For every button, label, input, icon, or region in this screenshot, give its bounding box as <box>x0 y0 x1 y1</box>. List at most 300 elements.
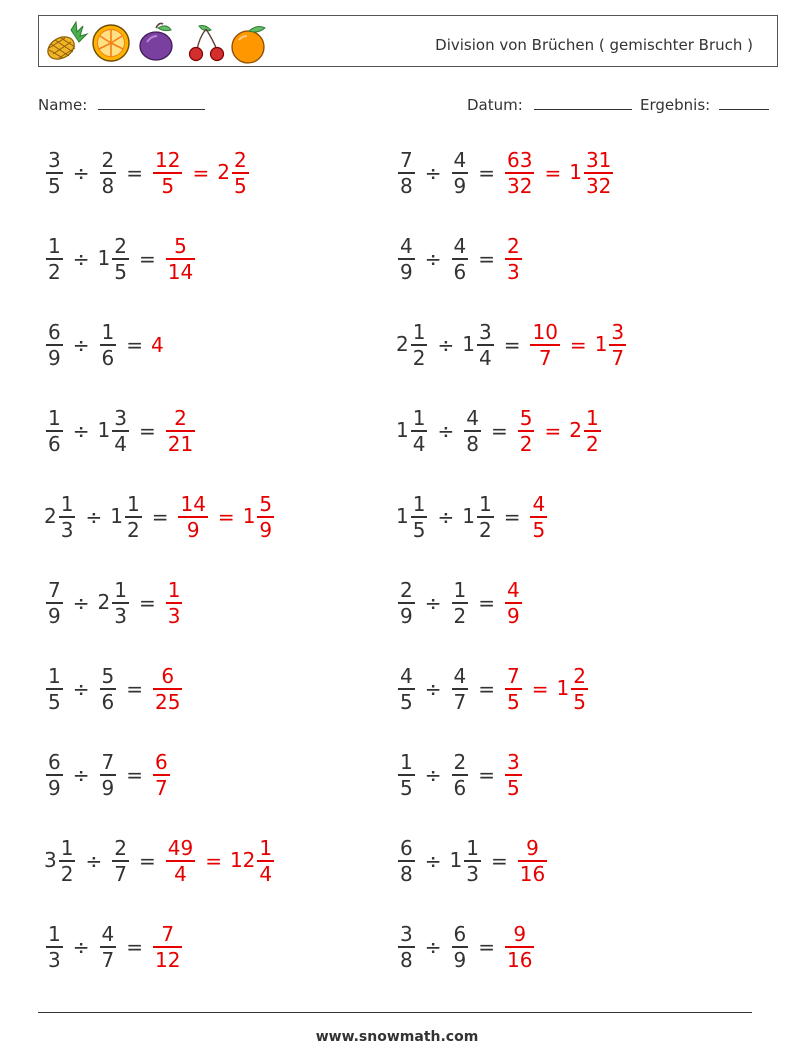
name-label: Name: <box>38 96 88 114</box>
equals-sign: = <box>503 333 521 357</box>
numerator: 2 <box>507 234 520 259</box>
denominator: 5 <box>48 173 61 198</box>
divisor-number <box>98 664 119 714</box>
answer-number <box>151 333 164 357</box>
denominator: 5 <box>412 517 426 542</box>
equals-sign: = <box>478 591 495 615</box>
denominator: 2 <box>48 259 61 284</box>
fraction <box>112 836 129 886</box>
answer-number <box>503 148 536 198</box>
denominator: 3 <box>507 259 520 284</box>
numerator: 2 <box>573 664 586 689</box>
whole-part: 12 <box>229 847 256 872</box>
denominator: 4 <box>478 345 492 370</box>
numerator: 7 <box>161 922 175 947</box>
fraction <box>153 922 182 972</box>
denominator: 16 <box>519 861 546 886</box>
denominator: 9 <box>400 259 413 284</box>
fraction <box>505 148 534 198</box>
denominator: 5 <box>400 689 413 714</box>
whole-part: 3 <box>44 847 57 872</box>
answer-number <box>151 922 184 972</box>
denominator: 4 <box>412 431 426 456</box>
numerator: 5 <box>259 492 273 517</box>
equals-sign: = <box>569 333 587 357</box>
whole-part: 2 <box>97 589 111 614</box>
numerator: 5 <box>519 406 533 431</box>
denominator: 9 <box>259 517 273 542</box>
divisor-number <box>110 492 143 542</box>
fraction <box>100 664 117 714</box>
problem-item <box>396 745 524 805</box>
fraction <box>505 750 522 800</box>
equals-sign: = <box>192 161 210 185</box>
denominator: 5 <box>114 259 127 284</box>
equals-sign: = <box>126 677 143 701</box>
divisor-number <box>98 320 119 370</box>
numerator: 2 <box>453 750 467 775</box>
dividend-number <box>396 836 417 886</box>
fraction <box>505 664 522 714</box>
whole-part: 1 <box>462 331 475 356</box>
denominator: 8 <box>400 861 413 886</box>
divisor-number <box>98 234 131 284</box>
numerator: 6 <box>161 664 175 689</box>
numerator: 3 <box>114 406 127 431</box>
numerator: 4 <box>532 492 546 517</box>
divide-sign: ÷ <box>72 161 90 185</box>
fraction <box>46 750 63 800</box>
numerator: 3 <box>48 148 61 173</box>
answer-number <box>569 406 602 456</box>
fraction <box>166 234 195 284</box>
numerator: 5 <box>174 234 187 259</box>
equals-sign: = <box>138 849 156 873</box>
numerator: 4 <box>507 578 520 603</box>
divisor-number <box>450 234 471 284</box>
numerator: 1 <box>478 492 492 517</box>
numerator: 6 <box>155 750 168 775</box>
divide-sign: ÷ <box>437 505 455 529</box>
denominator: 16 <box>507 947 533 972</box>
divide-sign: ÷ <box>424 591 442 615</box>
equals-sign: = <box>503 505 521 529</box>
numerator: 5 <box>101 664 115 689</box>
dividend-number <box>396 664 417 714</box>
fraction <box>59 836 76 886</box>
denominator: 4 <box>259 861 273 886</box>
answer-number <box>164 578 185 628</box>
denominator: 9 <box>186 517 200 542</box>
whole-part: 2 <box>44 503 57 528</box>
answer-number <box>151 750 172 800</box>
fraction <box>46 148 63 198</box>
fraction <box>477 492 494 542</box>
whole-part: 1 <box>462 503 475 528</box>
divide-sign: ÷ <box>424 935 442 959</box>
problem-item <box>44 401 197 461</box>
date-label: Datum: <box>467 96 523 114</box>
denominator: 6 <box>453 775 467 800</box>
whole-part: 4 <box>151 333 164 357</box>
numerator: 1 <box>453 578 467 603</box>
denominator: 7 <box>538 345 552 370</box>
fraction <box>100 922 117 972</box>
answer-number <box>595 320 628 370</box>
fraction <box>398 922 415 972</box>
whole-part: 1 <box>110 503 123 528</box>
problem-item <box>396 831 549 891</box>
problem-item <box>44 831 276 891</box>
divisor-number <box>98 148 119 198</box>
answer-number <box>528 320 561 370</box>
dividend-number <box>396 922 417 972</box>
denominator: 7 <box>114 861 127 886</box>
dividend-number <box>44 922 65 972</box>
denominator: 9 <box>400 603 413 628</box>
equals-sign: = <box>151 505 169 529</box>
numerator: 1 <box>101 320 115 345</box>
fraction <box>257 492 274 542</box>
name-blank <box>98 94 205 110</box>
denominator: 6 <box>48 431 61 456</box>
denominator: 7 <box>155 775 168 800</box>
cherries-icon <box>190 26 224 61</box>
equals-sign: = <box>138 247 156 271</box>
divisor-number <box>450 578 471 628</box>
problem-item <box>44 487 276 547</box>
divide-sign: ÷ <box>72 247 90 271</box>
numerator: 3 <box>507 750 520 775</box>
dividend-number <box>44 492 77 542</box>
fraction <box>100 148 117 198</box>
answer-number <box>516 406 537 456</box>
problem-item <box>396 143 615 203</box>
denominator: 3 <box>60 517 74 542</box>
equals-sign: = <box>544 419 562 443</box>
fraction <box>505 922 534 972</box>
divisor-number <box>98 406 131 456</box>
denominator: 32 <box>507 173 533 198</box>
denominator: 8 <box>400 947 413 972</box>
dividend-number <box>44 578 65 628</box>
numerator: 1 <box>60 492 74 517</box>
numerator: 1 <box>400 750 413 775</box>
orange-icon <box>232 27 265 63</box>
dividend-number <box>44 664 65 714</box>
answer-number <box>151 148 184 198</box>
fraction <box>398 148 415 198</box>
answer-number <box>176 492 209 542</box>
numerator: 1 <box>48 406 61 431</box>
dividend-number <box>396 492 429 542</box>
fraction <box>398 750 415 800</box>
numerator: 7 <box>101 750 115 775</box>
numerator: 1 <box>167 578 181 603</box>
divide-sign: ÷ <box>72 677 90 701</box>
plum-icon <box>140 24 172 61</box>
whole-part: 1 <box>242 503 256 528</box>
fraction <box>411 406 428 456</box>
denominator: 9 <box>101 775 115 800</box>
numerator: 1 <box>60 836 74 861</box>
fraction <box>452 148 469 198</box>
denominator: 5 <box>507 689 520 714</box>
divide-sign: ÷ <box>424 677 442 701</box>
denominator: 6 <box>101 345 115 370</box>
problem-item <box>396 315 628 375</box>
numerator: 6 <box>400 836 413 861</box>
answer-number <box>503 234 524 284</box>
numerator: 1 <box>466 836 479 861</box>
numerator: 1 <box>412 406 426 431</box>
divisor-number <box>98 922 119 972</box>
problem-item <box>396 573 524 633</box>
fraction <box>530 320 559 370</box>
problem-item <box>44 917 184 977</box>
divisor-number <box>98 578 131 628</box>
fraction <box>584 406 601 456</box>
numerator: 14 <box>180 492 206 517</box>
fraction <box>398 836 415 886</box>
denominator: 7 <box>101 947 115 972</box>
equals-sign: = <box>490 419 508 443</box>
whole-part: 1 <box>569 159 582 184</box>
numerator: 1 <box>48 234 61 259</box>
worksheet-title: Division von Brüchen ( gemischter Bruch ) <box>435 36 753 54</box>
numerator: 3 <box>478 320 492 345</box>
answer-number <box>164 406 197 456</box>
footer-url: www.snowmath.com <box>315 1029 479 1045</box>
dividend-number <box>44 406 65 456</box>
footer-divider <box>38 1012 752 1013</box>
equals-sign: = <box>126 763 143 787</box>
numerator: 1 <box>412 492 426 517</box>
fraction <box>166 836 195 886</box>
date-blank <box>534 94 632 110</box>
divide-sign: ÷ <box>85 849 103 873</box>
fraction <box>153 750 170 800</box>
equals-sign: = <box>217 505 235 529</box>
equals-sign: = <box>138 591 156 615</box>
denominator: 2 <box>519 431 533 456</box>
fraction <box>571 664 588 714</box>
fraction <box>166 578 183 628</box>
fraction <box>477 320 494 370</box>
divisor-number <box>98 750 119 800</box>
dividend-number <box>396 406 429 456</box>
denominator: 5 <box>573 689 586 714</box>
equals-sign: = <box>544 161 562 185</box>
numerator: 1 <box>126 492 140 517</box>
denominator: 9 <box>507 603 520 628</box>
numerator: 2 <box>233 148 247 173</box>
answer-number <box>569 148 615 198</box>
whole-part: 2 <box>217 159 230 184</box>
fraction <box>257 836 274 886</box>
denominator: 9 <box>48 775 61 800</box>
divisor-number <box>110 836 131 886</box>
fraction <box>452 234 469 284</box>
numerator: 1 <box>48 922 61 947</box>
fraction <box>59 492 76 542</box>
fraction <box>464 406 481 456</box>
dividend-number <box>396 750 417 800</box>
fraction <box>125 492 142 542</box>
fraction <box>166 406 195 456</box>
fraction <box>178 492 207 542</box>
problem-item <box>396 401 603 461</box>
denominator: 3 <box>48 947 61 972</box>
denominator: 5 <box>532 517 546 542</box>
answer-number <box>164 836 197 886</box>
whole-part: 1 <box>594 331 608 356</box>
fraction <box>398 664 415 714</box>
numerator: 4 <box>400 234 413 259</box>
denominator: 7 <box>611 345 625 370</box>
divisor-number <box>450 148 471 198</box>
denominator: 2 <box>453 603 467 628</box>
numerator: 6 <box>48 750 61 775</box>
denominator: 3 <box>466 861 479 886</box>
whole-part: 1 <box>396 503 409 528</box>
fraction <box>112 578 129 628</box>
problem-item <box>44 229 197 289</box>
divide-sign: ÷ <box>437 419 455 443</box>
denominator: 8 <box>400 173 413 198</box>
dividend-number <box>396 578 417 628</box>
divide-sign: ÷ <box>85 505 103 529</box>
numerator: 1 <box>259 836 273 861</box>
answer-number <box>151 664 184 714</box>
problem-item <box>44 659 184 719</box>
denominator: 32 <box>585 173 612 198</box>
divisor-number <box>462 320 495 370</box>
numerator: 3 <box>400 922 413 947</box>
equals-sign: = <box>205 849 222 873</box>
denominator: 4 <box>114 431 127 456</box>
fraction <box>232 148 249 198</box>
denominator: 8 <box>466 431 479 456</box>
result-blank <box>719 94 769 110</box>
problem-item <box>396 917 536 977</box>
whole-part: 2 <box>569 417 582 442</box>
numerator: 7 <box>507 664 520 689</box>
divide-sign: ÷ <box>72 333 90 357</box>
numerator: 2 <box>114 234 127 259</box>
worksheet-header <box>38 15 778 67</box>
fraction <box>153 664 182 714</box>
result-field <box>640 94 769 114</box>
answer-number <box>503 750 524 800</box>
dividend-number <box>44 234 65 284</box>
divide-sign: ÷ <box>437 333 455 357</box>
result-label: Ergebnis: <box>640 96 711 114</box>
dividend-number <box>396 234 417 284</box>
fraction <box>452 922 469 972</box>
answer-number <box>164 234 197 284</box>
denominator: 9 <box>48 345 61 370</box>
denominator: 9 <box>453 947 467 972</box>
fraction <box>46 234 63 284</box>
fraction <box>46 578 63 628</box>
fraction <box>398 578 415 628</box>
answer-number <box>557 664 590 714</box>
dividend-number <box>396 320 429 370</box>
numerator: 1 <box>114 578 127 603</box>
numerator: 6 <box>48 320 61 345</box>
fraction <box>609 320 626 370</box>
denominator: 2 <box>412 345 426 370</box>
fraction <box>518 836 547 886</box>
divide-sign: ÷ <box>424 763 442 787</box>
name-field <box>38 94 205 114</box>
denominator: 6 <box>101 689 115 714</box>
numerator: 4 <box>453 148 467 173</box>
problem-item <box>44 315 164 375</box>
denominator: 7 <box>453 689 467 714</box>
fraction <box>452 750 469 800</box>
divisor-number <box>450 922 471 972</box>
equals-sign: = <box>478 935 495 959</box>
numerator: 63 <box>507 148 533 173</box>
fraction <box>100 320 117 370</box>
divide-sign: ÷ <box>72 763 90 787</box>
divide-sign: ÷ <box>424 161 442 185</box>
answer-number <box>243 492 276 542</box>
divisor-number <box>450 750 471 800</box>
equals-sign: = <box>126 935 143 959</box>
denominator: 3 <box>167 603 181 628</box>
fraction <box>100 750 117 800</box>
divide-sign: ÷ <box>424 247 442 271</box>
dividend-number <box>44 148 65 198</box>
divide-sign: ÷ <box>72 419 90 443</box>
equals-sign: = <box>126 161 143 185</box>
pineapple-icon <box>44 22 87 64</box>
divisor-number <box>462 406 483 456</box>
denominator: 2 <box>478 517 492 542</box>
answer-number <box>516 836 549 886</box>
problem-item <box>396 487 549 547</box>
divide-sign: ÷ <box>72 935 90 959</box>
denominator: 2 <box>585 431 599 456</box>
fraction <box>411 492 428 542</box>
denominator: 5 <box>48 689 61 714</box>
fraction <box>46 406 63 456</box>
equals-sign: = <box>478 763 495 787</box>
fruit-icons <box>43 20 273 68</box>
problem-item <box>44 573 184 633</box>
dividend-number <box>44 836 77 886</box>
numerator: 4 <box>400 664 413 689</box>
divisor-number <box>450 664 471 714</box>
numerator: 4 <box>101 922 115 947</box>
numerator: 6 <box>453 922 467 947</box>
divisor-number <box>450 836 483 886</box>
denominator: 5 <box>233 173 247 198</box>
problem-item <box>396 229 524 289</box>
denominator: 5 <box>400 775 413 800</box>
fraction <box>584 148 613 198</box>
whole-part: 1 <box>556 675 570 700</box>
answer-number <box>503 922 536 972</box>
numerator: 9 <box>526 836 539 861</box>
fraction <box>112 406 129 456</box>
denominator: 8 <box>101 173 115 198</box>
fraction <box>518 406 535 456</box>
denominator: 9 <box>453 173 467 198</box>
